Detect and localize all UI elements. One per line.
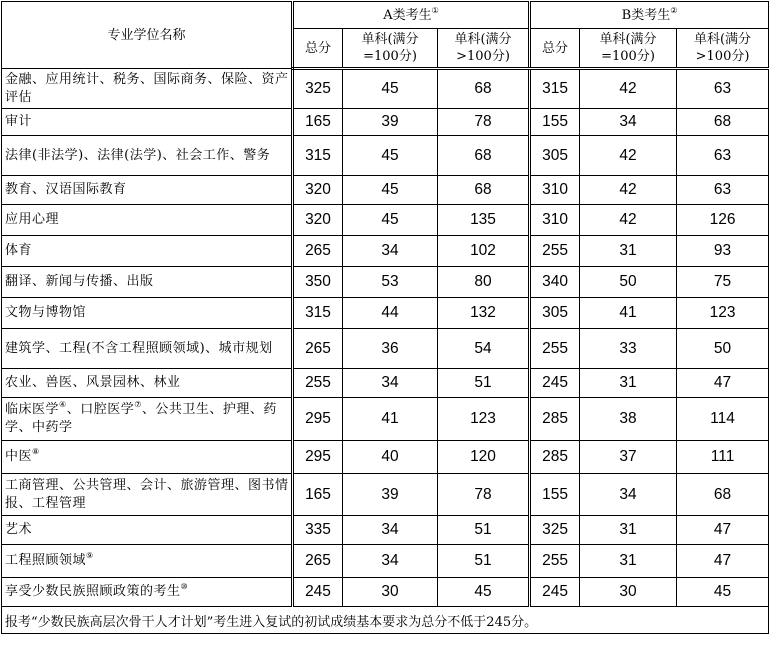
b-total-cell: 285: [530, 398, 580, 441]
degree-name-text: 工商管理、公共管理、会计、旅游管理、图书情报、工程管理: [5, 477, 289, 511]
degree-name-text: 金融、应用统计、税务、国际商务、保险、资产评估: [5, 71, 289, 105]
b-single-100-header: 单科(满分 =100分): [580, 29, 677, 69]
b-single-100-cell: 42: [580, 176, 677, 205]
footer-note: 报考“少数民族高层次骨干人才计划”考生进入复试的初试成绩基本要求为总分不低于245分。: [2, 607, 769, 634]
b-total-cell: 255: [530, 329, 580, 369]
b-single-100-cell: 50: [580, 267, 677, 298]
b-total-cell: 340: [530, 267, 580, 298]
degree-name-cell: [2, 474, 293, 516]
b-total-cell: 245: [530, 578, 580, 607]
table-row: [2, 236, 769, 267]
a-total-cell: 325: [293, 69, 343, 109]
b-total-cell: 155: [530, 109, 580, 136]
table-row: [2, 441, 769, 474]
a-single-gt100-cell: 51: [438, 516, 530, 545]
b-total-cell: 155: [530, 474, 580, 516]
b-single-gt100-cell: 68: [677, 109, 769, 136]
b-single-gt100-cell: 63: [677, 69, 769, 109]
a-single-100-cell: 45: [343, 205, 438, 236]
b-single-gt100-cell: 93: [677, 236, 769, 267]
degree-name-text: 农业、兽医、风景园林、林业: [5, 375, 181, 390]
a-single-100-cell: 40: [343, 441, 438, 474]
a-total-cell: 320: [293, 205, 343, 236]
b-single-100-cell: 31: [580, 516, 677, 545]
a-single-100-cell: 30: [343, 578, 438, 607]
table-row: [2, 516, 769, 545]
a-single-gt100-cell: 68: [438, 69, 530, 109]
table-row: [2, 474, 769, 516]
degree-name-header: 专业学位名称: [2, 2, 293, 69]
score-requirements-table: [1, 1, 769, 634]
table-row: [2, 267, 769, 298]
a-total-cell: 265: [293, 236, 343, 267]
b-single-100-cell: 34: [580, 474, 677, 516]
a-single-gt100-cell: 68: [438, 136, 530, 176]
a-total-cell: 245: [293, 578, 343, 607]
a-single-100-cell: 45: [343, 136, 438, 176]
b-total-header: 总分: [530, 29, 580, 69]
a-total-header: 总分: [293, 29, 343, 69]
b-total-cell: 315: [530, 69, 580, 109]
a-total-cell: 315: [293, 136, 343, 176]
b-single-gt100-cell: 47: [677, 516, 769, 545]
b-total-cell: 310: [530, 205, 580, 236]
table-row: [2, 69, 769, 109]
degree-name-text: 、公共卫生、护理、药学、中药学: [5, 402, 277, 435]
table-row: [2, 109, 769, 136]
b-single-100-cell: 42: [580, 205, 677, 236]
table-row: [2, 578, 769, 607]
a-single-gt100-cell: 132: [438, 298, 530, 329]
b-single-100-cell: 31: [580, 236, 677, 267]
b-single-100-cell: 42: [580, 69, 677, 109]
table-row: [2, 176, 769, 205]
degree-name-text: 临床医学: [5, 402, 60, 417]
degree-name-cell: [2, 236, 293, 267]
b-total-cell: 255: [530, 236, 580, 267]
a-total-cell: 265: [293, 329, 343, 369]
b-single-gt100-cell: 63: [677, 176, 769, 205]
a-single-gt100-cell: 51: [438, 369, 530, 398]
group-b-header: B类考生②: [530, 2, 769, 29]
b-single-100-cell: 31: [580, 369, 677, 398]
b-single-gt100-cell: 123: [677, 298, 769, 329]
degree-name-text: 体育: [5, 243, 33, 258]
footnote-marker: ④: [59, 400, 67, 409]
degree-name-text: 翻译、新闻与传播、出版: [5, 274, 154, 289]
b-single-100-cell: 42: [580, 136, 677, 176]
group-a-header: A类考生①: [293, 2, 530, 29]
b-single-gt100-cell: 68: [677, 474, 769, 516]
b-single-gt100-cell: 114: [677, 398, 769, 441]
a-single-gt100-header: 单科(满分 >100分): [438, 29, 530, 69]
footnote-marker: ⑧: [32, 447, 40, 456]
b-total-cell: 325: [530, 516, 580, 545]
degree-name-text: 工程照顾领域: [5, 553, 87, 568]
a-single-100-cell: 45: [343, 69, 438, 109]
a-single-gt100-cell: 54: [438, 329, 530, 369]
table-body: [2, 69, 769, 607]
table-row: [2, 369, 769, 398]
a-total-cell: 320: [293, 176, 343, 205]
b-single-100-cell: 38: [580, 398, 677, 441]
b-single-gt100-cell: 111: [677, 441, 769, 474]
b-single-gt100-cell: 50: [677, 329, 769, 369]
degree-name-text: 审计: [5, 114, 33, 129]
degree-name-cell: [2, 578, 293, 607]
table-row: [2, 136, 769, 176]
b-single-gt100-cell: 45: [677, 578, 769, 607]
b-single-100-cell: 37: [580, 441, 677, 474]
a-single-gt100-cell: 120: [438, 441, 530, 474]
a-total-cell: 295: [293, 441, 343, 474]
degree-name-cell: [2, 329, 293, 369]
degree-name-text: 中医: [5, 449, 33, 464]
degree-name-text: 建筑学、工程(不含工程照顾领域)、城市规划: [5, 340, 273, 356]
b-single-100-cell: 30: [580, 578, 677, 607]
a-single-gt100-cell: 78: [438, 109, 530, 136]
a-single-gt100-cell: 123: [438, 398, 530, 441]
degree-name-cell: [2, 176, 293, 205]
a-single-100-cell: 34: [343, 236, 438, 267]
degree-name-cell: [2, 136, 293, 176]
a-single-100-cell: 39: [343, 474, 438, 516]
a-single-100-cell: 34: [343, 369, 438, 398]
a-single-100-cell: 41: [343, 398, 438, 441]
degree-name-cell: [2, 267, 293, 298]
degree-name-cell: [2, 516, 293, 545]
degree-name-cell: [2, 69, 293, 109]
a-single-100-header: 单科(满分 =100分): [343, 29, 438, 69]
a-single-gt100-cell: 80: [438, 267, 530, 298]
degree-name-text: 法律(非法学)、法律(法学)、社会工作、警务: [5, 147, 271, 163]
table-row: [2, 545, 769, 578]
b-single-100-cell: 34: [580, 109, 677, 136]
degree-name-text: 教育、汉语国际教育: [5, 182, 127, 197]
table-row: [2, 205, 769, 236]
footnote-marker: ⑨: [86, 551, 94, 560]
degree-name-cell: [2, 398, 293, 441]
degree-name-text: 应用心理: [5, 212, 60, 227]
table-row: [2, 329, 769, 369]
a-single-100-cell: 53: [343, 267, 438, 298]
a-total-cell: 165: [293, 109, 343, 136]
b-single-gt100-cell: 47: [677, 369, 769, 398]
b-total-cell: 305: [530, 298, 580, 329]
a-total-cell: 295: [293, 398, 343, 441]
a-total-cell: 350: [293, 267, 343, 298]
a-single-100-cell: 36: [343, 329, 438, 369]
degree-name-cell: [2, 441, 293, 474]
a-single-100-cell: 34: [343, 545, 438, 578]
footnote-marker: ⑦: [134, 400, 142, 409]
b-single-gt100-cell: 63: [677, 136, 769, 176]
a-total-cell: 315: [293, 298, 343, 329]
b-total-cell: 245: [530, 369, 580, 398]
degree-name-text: 享受少数民族照顾政策的考生: [5, 584, 181, 599]
degree-name-text: 、口腔医学: [66, 402, 135, 417]
a-single-gt100-cell: 135: [438, 205, 530, 236]
b-total-cell: 255: [530, 545, 580, 578]
footnote-marker: ②: [670, 5, 678, 15]
a-single-100-cell: 44: [343, 298, 438, 329]
b-single-100-cell: 31: [580, 545, 677, 578]
b-single-100-cell: 41: [580, 298, 677, 329]
b-single-100-cell: 33: [580, 329, 677, 369]
degree-name-cell: [2, 545, 293, 578]
b-single-gt100-cell: 47: [677, 545, 769, 578]
a-total-cell: 265: [293, 545, 343, 578]
degree-name-cell: [2, 369, 293, 398]
degree-name-cell: [2, 205, 293, 236]
a-single-gt100-cell: 45: [438, 578, 530, 607]
a-single-100-cell: 34: [343, 516, 438, 545]
a-single-100-cell: 45: [343, 176, 438, 205]
degree-name-text: 艺术: [5, 522, 33, 537]
degree-name-text: 文物与博物馆: [5, 305, 87, 320]
b-single-gt100-cell: 75: [677, 267, 769, 298]
b-total-cell: 305: [530, 136, 580, 176]
degree-name-cell: [2, 109, 293, 136]
a-total-cell: 165: [293, 474, 343, 516]
b-total-cell: 310: [530, 176, 580, 205]
a-single-100-cell: 39: [343, 109, 438, 136]
b-total-cell: 285: [530, 441, 580, 474]
a-total-cell: 335: [293, 516, 343, 545]
b-single-gt100-header: 单科(满分 >100分): [677, 29, 769, 69]
table-row: [2, 398, 769, 441]
table-row: [2, 298, 769, 329]
footnote-marker: ⑩: [180, 582, 189, 591]
a-single-gt100-cell: 51: [438, 545, 530, 578]
a-total-cell: 255: [293, 369, 343, 398]
b-single-gt100-cell: 126: [677, 205, 769, 236]
a-single-gt100-cell: 102: [438, 236, 530, 267]
footnote-marker: ①: [431, 5, 439, 15]
degree-name-cell: [2, 298, 293, 329]
a-single-gt100-cell: 78: [438, 474, 530, 516]
a-single-gt100-cell: 68: [438, 176, 530, 205]
